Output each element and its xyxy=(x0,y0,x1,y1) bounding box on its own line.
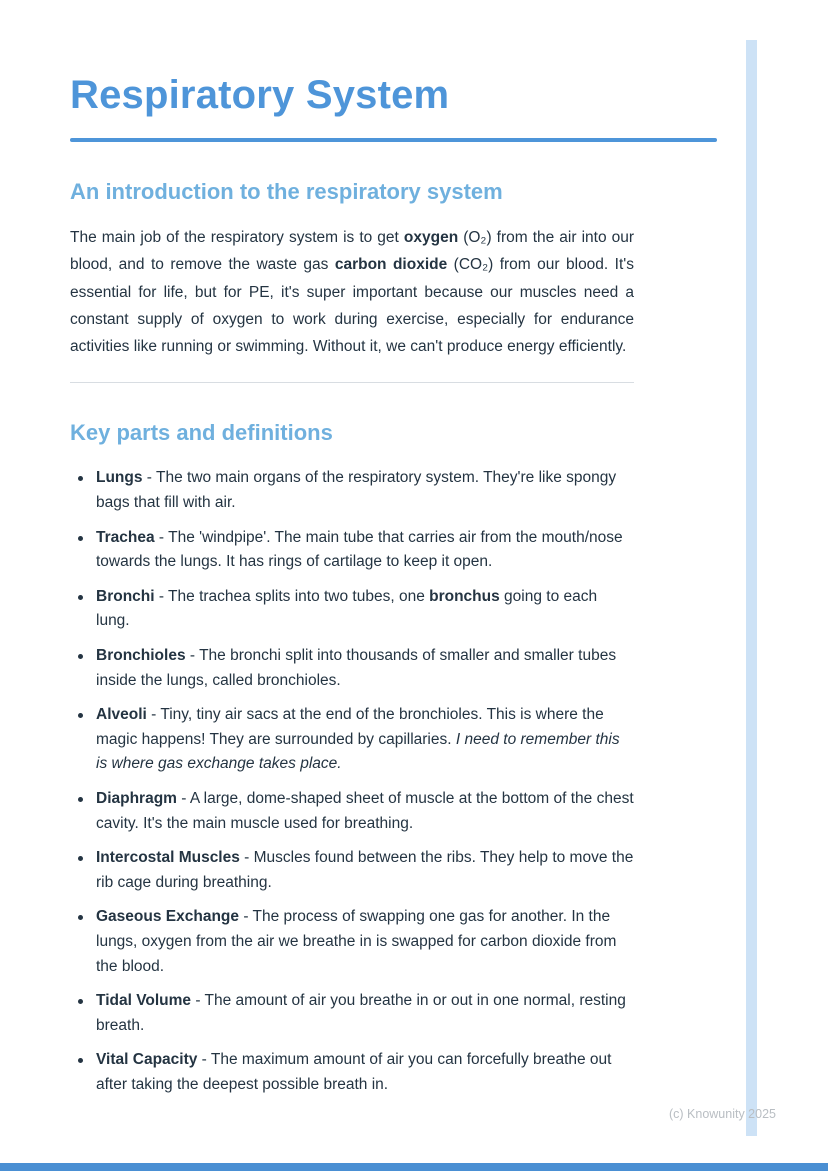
list-item-text xyxy=(96,989,634,1038)
list-item xyxy=(70,846,634,895)
title-underline xyxy=(70,138,717,142)
term-bold: Alveoli xyxy=(96,706,147,724)
list-item-text xyxy=(96,846,634,895)
page-edge-stripe xyxy=(746,40,757,1136)
bullet-icon xyxy=(78,1058,83,1063)
list-item-text xyxy=(96,644,634,693)
bullet-icon xyxy=(78,595,83,600)
text-run: (O₂) from the air into our blood, and to remove the waste gas xyxy=(70,229,635,274)
document-content xyxy=(70,72,634,1108)
bullet-icon xyxy=(78,797,83,802)
text-run: - Muscles found between the ribs. They help to move the rib cage during breathing. xyxy=(96,849,634,891)
text-run: - The amount of air you breathe in or out in one normal, resting breath. xyxy=(96,992,626,1034)
bullet-icon xyxy=(78,915,83,920)
section-divider xyxy=(70,382,634,383)
note-italic: I need to remember this is where gas exchange takes place. xyxy=(96,730,620,773)
bullet-icon xyxy=(78,654,83,659)
bottom-accent-bar xyxy=(0,1163,828,1171)
list-item-text xyxy=(96,787,634,836)
bullet-icon xyxy=(78,713,83,718)
term-bold: Vital Capacity xyxy=(96,1051,198,1069)
term-bold: oxygen xyxy=(403,229,459,246)
text-run: - Tiny, tiny air sacs at the end of the bronchioles. This is where the magic happens! They are surrounded by capillaries. xyxy=(96,706,604,748)
list-item-text xyxy=(96,905,634,979)
text-run: - The trachea splits into two tubes, one xyxy=(154,587,430,605)
list-item xyxy=(70,466,634,515)
text-run: - A large, dome-shaped sheet of muscle at the bottom of the chest cavity. It's the main muscle used for breathing. xyxy=(96,790,634,832)
list-item xyxy=(70,989,634,1038)
term-bold: Bronchioles xyxy=(96,647,186,665)
bullet-icon xyxy=(78,536,83,541)
copyright-footer: (c) Knowunity 2025 xyxy=(668,1107,776,1121)
bullet-icon xyxy=(78,856,83,861)
list-item xyxy=(70,585,634,634)
term-bold: bronchus xyxy=(429,587,500,605)
list-item-text xyxy=(96,466,634,515)
section-heading-intro: An introduction to the respiratory system xyxy=(70,179,503,204)
list-item-text xyxy=(96,703,634,777)
list-item-text xyxy=(96,585,634,634)
term-bold: Gaseous Exchange xyxy=(96,908,240,926)
text-run: (CO₂) from our blood. It's essential for life, but for PE, it's super important because our muscles need a constant supply of oxygen to work during exercise, especially for endurance activities like running or swimming. Without it, we can't produce energy efficiently. xyxy=(70,256,634,356)
term-bold: Tidal Volume xyxy=(96,992,192,1010)
key-parts-list xyxy=(70,466,634,1097)
page-title: Respiratory System xyxy=(70,73,450,117)
term-bold: Diaphragm xyxy=(96,790,177,808)
list-item xyxy=(70,905,634,979)
list-item xyxy=(70,703,634,777)
list-item xyxy=(70,1048,634,1097)
text-run: - The bronchi split into thousands of smaller and smaller tubes inside the lungs, called bronchioles. xyxy=(96,647,617,689)
list-item xyxy=(70,526,634,575)
text-run: - The process of swapping one gas for another. In the lungs, oxygen from the air we breathe in is swapped for carbon dioxide from the blood. xyxy=(96,908,617,975)
text-run: - The two main organs of the respiratory system. They're like spongy bags that fill with air. xyxy=(96,469,617,512)
term-bold: carbon dioxide xyxy=(334,256,448,274)
text-run: going to each lung. xyxy=(96,587,598,630)
bullet-icon xyxy=(78,999,83,1004)
term-bold: Intercostal Muscles xyxy=(96,849,240,867)
term-bold: Lungs xyxy=(96,469,143,487)
term-bold: Trachea xyxy=(96,528,155,546)
text-run: - The 'windpipe'. The main tube that carries air from the mouth/nose towards the lungs. It has rings of cartilage to keep it open. xyxy=(96,528,623,571)
term-bold: Bronchi xyxy=(96,587,155,605)
list-item xyxy=(70,787,634,836)
list-item xyxy=(70,644,634,693)
bullet-icon xyxy=(78,476,83,481)
list-item-text xyxy=(96,526,634,575)
intro-paragraph xyxy=(70,224,634,360)
text-run: The main job of the respiratory system is to get xyxy=(70,229,404,246)
section-heading-key-parts: Key parts and definitions xyxy=(70,420,333,446)
list-item-text xyxy=(96,1048,634,1097)
text-run: - The maximum amount of air you can forcefully breathe out after taking the deepest possible breath in. xyxy=(96,1051,612,1093)
